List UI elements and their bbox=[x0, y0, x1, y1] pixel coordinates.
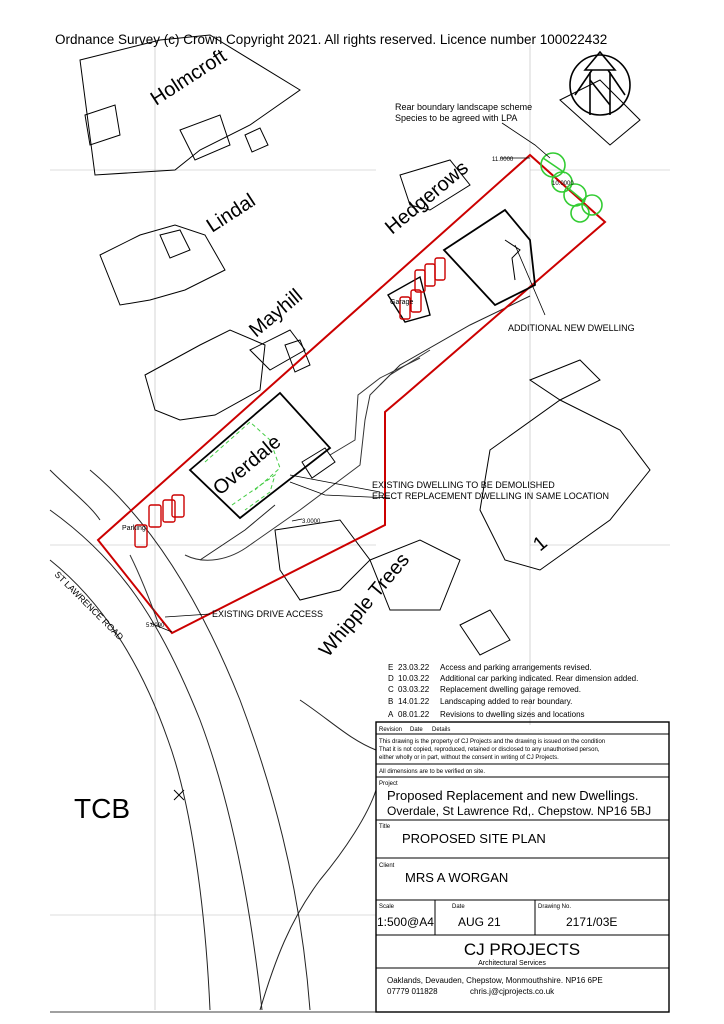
company-address: Oaklands, Devauden, Chepstow, Monmouthshire. NP16 6PE bbox=[387, 976, 603, 985]
title-label: Title bbox=[379, 824, 391, 830]
additional-dwelling-note: ADDITIONAL NEW DWELLING bbox=[508, 323, 635, 333]
revision-date: 03.03.22 bbox=[398, 685, 430, 694]
revision-date: 23.03.22 bbox=[398, 663, 430, 672]
client-name: MRS A WORGAN bbox=[405, 870, 509, 885]
company-email: chris.j@cjprojects.co.uk bbox=[470, 987, 555, 996]
label-lindal: Lindal bbox=[202, 189, 260, 238]
property-note-line1: This drawing is the property of CJ Projects and the drawing is issued on the condition bbox=[379, 739, 606, 745]
revision-date: 08.01.22 bbox=[398, 710, 430, 719]
revision-header-details: Details bbox=[432, 727, 451, 733]
revision-text: Additional car parking indicated. Rear dimension added. bbox=[440, 674, 639, 683]
label-tcb: TCB bbox=[74, 793, 130, 824]
verify-note: All dimensions are to be verified on site. bbox=[379, 769, 486, 775]
revision-code: C bbox=[388, 685, 394, 694]
title-block-frame bbox=[376, 722, 669, 1012]
label-hedgerows: Hedgerows bbox=[381, 156, 473, 239]
porch bbox=[302, 448, 335, 478]
dimension-rear-10: 10.0000 bbox=[552, 181, 574, 187]
date-label: Date bbox=[452, 904, 465, 910]
revision-header-date: Date bbox=[410, 727, 423, 733]
garage-label: Garage bbox=[390, 299, 414, 306]
revision-code: D bbox=[388, 674, 394, 683]
new-dwelling-detail bbox=[505, 240, 520, 280]
dimension-front-5: 5.0000 bbox=[146, 623, 165, 629]
revision-text: Replacement dwelling garage removed. bbox=[440, 685, 581, 694]
client-label: Client bbox=[379, 863, 395, 869]
leader-lines bbox=[150, 123, 550, 632]
project-label: Project bbox=[379, 781, 398, 787]
property-note-line3: either wholly or in part, without the consent in writing of CJ Projects. bbox=[379, 755, 559, 761]
revision-text: Revisions to dwelling sizes and locations bbox=[440, 710, 585, 719]
neighbour-buildings bbox=[80, 35, 650, 655]
revision-code: A bbox=[388, 710, 394, 719]
survey-cross bbox=[174, 790, 184, 800]
drawing-title: PROPOSED SITE PLAN bbox=[402, 831, 546, 846]
copyright-notice: Ordnance Survey (c) Crown Copyright 2021. All rights reserved. Licence number 100022432 bbox=[55, 32, 608, 47]
revision-text: Landscaping added to rear boundary. bbox=[440, 697, 573, 706]
label-number-one: 1 bbox=[529, 531, 552, 556]
company-phone: 07779 011828 bbox=[387, 987, 438, 996]
label-overdale: Overdale bbox=[209, 430, 286, 500]
revision-text: Access and parking arrangements revised. bbox=[440, 663, 592, 672]
project-line2: Overdale, St Lawrence Rd,. Chepstow. NP16 5BJ bbox=[387, 804, 652, 818]
company-subtitle: Architectural Services bbox=[478, 960, 546, 967]
replacement-note: ERECT REPLACEMENT DWELLING IN SAME LOCATION bbox=[372, 491, 610, 501]
date-value: AUG 21 bbox=[458, 915, 501, 929]
road-name: ST LAWRENCE ROAD bbox=[52, 569, 126, 643]
revision-date: 10.03.22 bbox=[398, 674, 430, 683]
drawing-number-label: Drawing No. bbox=[538, 904, 572, 910]
dimension-side-3: 3.0000 bbox=[302, 519, 321, 525]
drawing-number: 2171/03E bbox=[566, 915, 618, 929]
dimension-rear-11: 11.0000 bbox=[492, 157, 514, 163]
scale-label: Scale bbox=[379, 904, 395, 910]
north-arrow-icon bbox=[570, 52, 630, 115]
property-note-line2: That it is not copied, reproduced, retained or disclosed to any unauthorised person, bbox=[379, 747, 600, 753]
revision-list bbox=[388, 663, 638, 719]
rear-boundary-note-line2: Species to be agreed with LPA bbox=[395, 113, 518, 123]
label-mayhill: Mayhill bbox=[245, 284, 307, 342]
revision-code: E bbox=[388, 663, 394, 672]
rear-boundary-note-line1: Rear boundary landscape scheme bbox=[395, 102, 533, 112]
company-name: CJ PROJECTS bbox=[463, 940, 581, 959]
label-holmcroft: Holmcroft bbox=[146, 45, 231, 111]
drive-access-note: EXISTING DRIVE ACCESS bbox=[212, 609, 324, 619]
revision-header-revision: Revision bbox=[379, 727, 403, 733]
revision-code: B bbox=[388, 697, 394, 706]
scale-value: 1:500@A4 bbox=[377, 915, 434, 929]
site-boundary bbox=[98, 155, 605, 633]
parking-label: Parking bbox=[122, 525, 146, 532]
new-dwelling bbox=[444, 210, 535, 305]
project-line1: Proposed Replacement and new Dwellings. bbox=[387, 788, 639, 803]
label-whipple-trees: Whipple Trees bbox=[314, 549, 415, 662]
demolish-note: EXISTING DWELLING TO BE DEMOLISHED bbox=[372, 480, 555, 490]
revision-date: 14.01.22 bbox=[398, 697, 430, 706]
